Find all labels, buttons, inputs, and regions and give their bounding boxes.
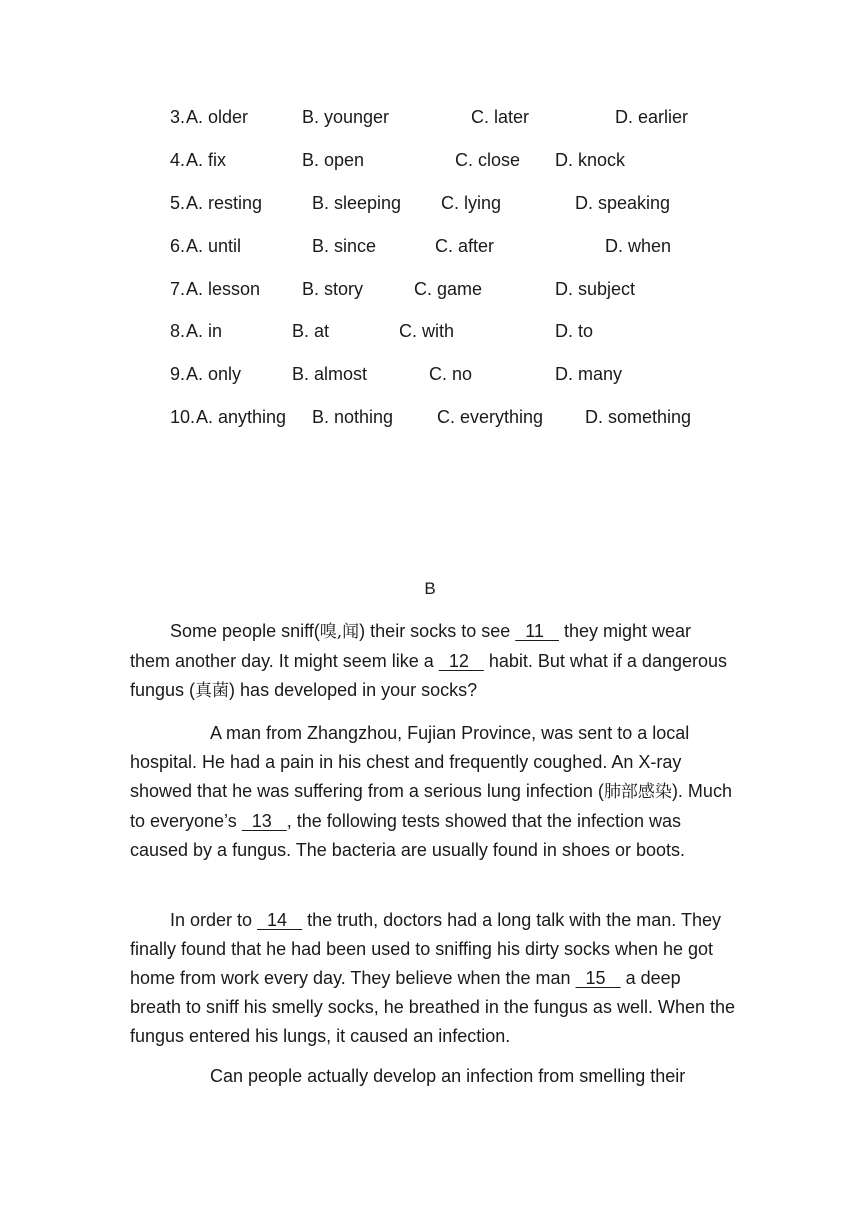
option-c: C. lying — [441, 193, 502, 213]
option-d: D. earlier — [615, 107, 689, 127]
option-d: D. speaking — [575, 193, 671, 213]
option-a: A. lesson — [186, 279, 261, 299]
option-b: B. at — [292, 321, 330, 341]
option-c: C. no — [429, 364, 473, 384]
question-row-5 — [0, 191, 860, 215]
option-a: A. in — [186, 321, 223, 341]
question-row-9 — [0, 362, 860, 386]
passage-paragraph-2: A man from Zhangzhou, Fujian Province, was sent to a local hospital. He had a pain in his chest and frequently coughed. An X-ray showed that he was suffering from a serious lung infection (肺部感染). Much to everyone’s 13 , the following tests showed that the infection was caused by a fungus. The bacteria are usually found in shoes or boots. — [130, 723, 732, 860]
passage-paragraph-1: Some people sniff(嗅,闻) their socks to see 11 they might wear them another day. It might seem like a 12 habit. But what if a dangerous fungus (真菌) has developed in your socks? — [130, 617, 735, 706]
option-a: A. fix — [186, 150, 227, 170]
option-d: D. knock — [555, 150, 626, 170]
option-d: D. to — [555, 321, 594, 341]
option-d: D. subject — [555, 279, 636, 299]
option-a: A. resting — [186, 193, 263, 213]
option-c: C. game — [414, 279, 483, 299]
option-c: C. close — [455, 150, 521, 170]
question-row-3 — [0, 105, 860, 129]
question-number: 5. — [170, 193, 186, 213]
blank-13: 13 — [241, 811, 287, 831]
blank-11: 11 — [515, 621, 559, 641]
passage-paragraph-3: In order to 14 the truth, doctors had a long talk with the man. They finally found that he had been used to sniffing his dirty socks when he got home from work every day. They believe when the man 15 a deep breath to sniff his smelly socks, he breathed in the fungus as well. When the fungus entered his lungs, it caused an infection. — [130, 906, 735, 1051]
question-number: 7. — [170, 279, 186, 299]
blank-12: 12 — [438, 651, 484, 671]
option-b: B. nothing — [312, 407, 394, 427]
question-row-4 — [0, 148, 860, 172]
option-b: B. almost — [292, 364, 368, 384]
question-number: 10. — [170, 407, 196, 427]
question-row-6 — [0, 234, 860, 258]
question-number: 3. — [170, 107, 186, 127]
option-b: B. sleeping — [312, 193, 402, 213]
option-d: D. many — [555, 364, 623, 384]
question-number: 8. — [170, 321, 186, 341]
option-b: B. since — [312, 236, 377, 256]
option-d: D. when — [605, 236, 672, 256]
blank-14: 14 — [257, 910, 303, 930]
question-number: 9. — [170, 364, 186, 384]
option-c: C. with — [399, 321, 455, 341]
question-row-8 — [0, 319, 860, 343]
blank-15: 15 — [575, 968, 621, 988]
option-b: B. open — [302, 150, 365, 170]
section-title: B — [424, 579, 436, 598]
question-number: 6. — [170, 236, 186, 256]
option-c: C. after — [435, 236, 495, 256]
option-b: B. story — [302, 279, 364, 299]
option-c: C. everything — [437, 407, 544, 427]
option-a: A. only — [186, 364, 242, 384]
question-row-7 — [0, 277, 860, 301]
passage-paragraph-4: Can people actually develop an infection from smelling their — [210, 1066, 686, 1086]
question-row-10 — [0, 405, 860, 429]
option-a: A. anything — [196, 407, 287, 427]
option-a: A. older — [186, 107, 249, 127]
option-c: C. later — [471, 107, 530, 127]
question-number: 4. — [170, 150, 186, 170]
option-d: D. something — [585, 407, 692, 427]
option-b: B. younger — [302, 107, 390, 127]
option-a: A. until — [186, 236, 242, 256]
